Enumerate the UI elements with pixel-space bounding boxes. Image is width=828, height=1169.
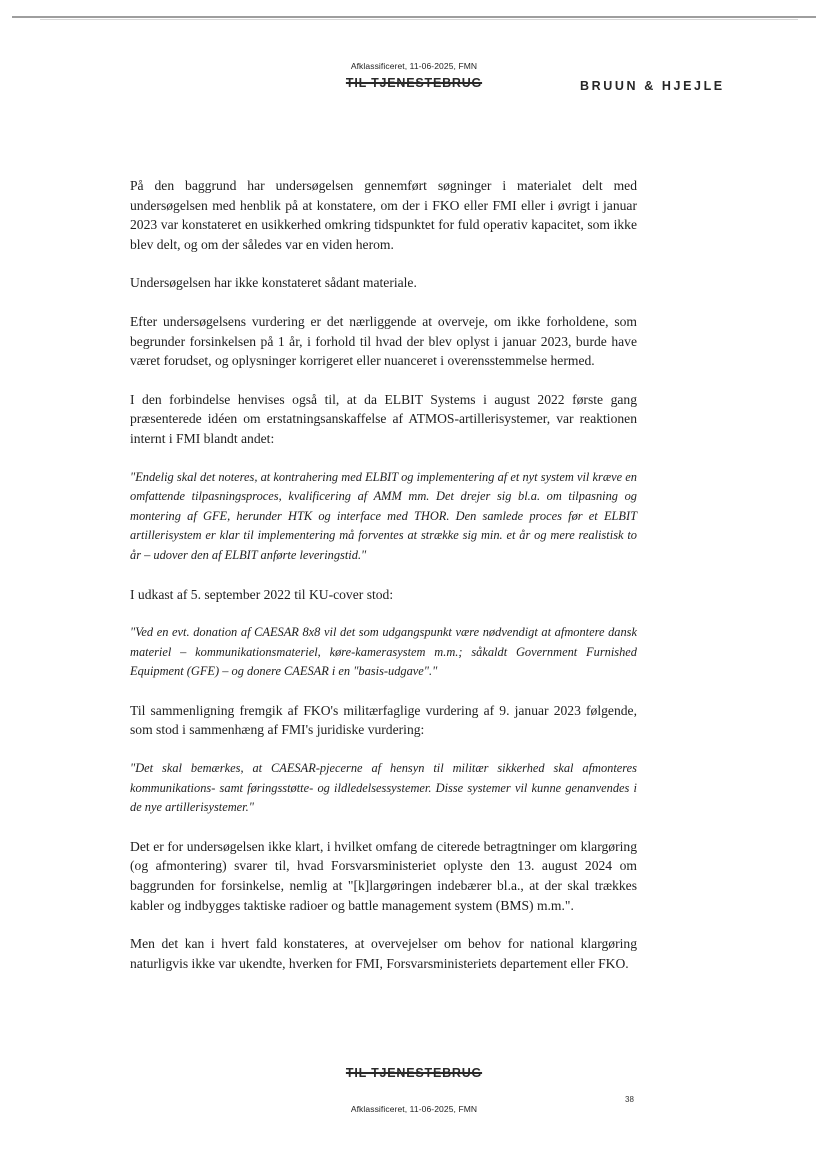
quote-paragraph: "Endelig skal det noteres, at kontrahering med ELBIT og implementering af et nyt system vil kræve en omfattende tilpasningsproces, kvalificering af AMM mm. Det drejer sig bl.a. om tilpasning og montering af GFE, herunder HTK og interface med THOR. Den samlede proces før et ELBIT artillerisystem er klar til implementering må forventes at strække sig min. et år og mere realistisk to år – udover den af ELBIT anførte leveringstid." bbox=[130, 469, 637, 562]
company-logo: BRUUN & HJEJLE bbox=[580, 79, 725, 93]
page-number: 38 bbox=[625, 1095, 634, 1104]
quote-paragraph: "Ved en evt. donation af CAESAR 8x8 vil det som udgangspunkt være nødvendigt at afmontere dansk materiel – kommunikationsmateriel, køre-kamerasystem m.m.; såkaldt Government Furnished Equipment (GFE) – og donere CAESAR i en "basis-udgave"." bbox=[130, 625, 637, 679]
document-body bbox=[130, 176, 637, 992]
declassification-stamp-top: Afklassificeret, 11-06-2025, FMN bbox=[350, 61, 478, 71]
classification-marking-top: TIL TJENESTEBRUG bbox=[345, 76, 483, 90]
paragraph: Men det kan i hvert fald konstateres, at overvejelser om behov for national klargøring naturligvis ikke var ukendte, hverken for FMI, Forsvarsministeriets departement eller FKO. bbox=[130, 936, 637, 971]
scan-edge-line bbox=[12, 16, 816, 18]
paragraph: Til sammenligning fremgik af FKO's militærfaglige vurdering af 9. januar 2023 følgende, som stod i sammenhæng af FMI's juridiske vurdering: bbox=[130, 702, 637, 738]
paragraph: Det er for undersøgelsen ikke klart, i hvilket omfang de citerede betragtninger om klargøring (og afmontering) svarer til, hvad Forsvarsministeriet oplyste den 13. august 2024 om baggrunden for forsinkelse, nemlig at "[k]largøringen indebærer bl.a., at der skal trækkes kabler og indbygges taktiske radioer og battle management system (BMS) m.m.". bbox=[130, 838, 637, 913]
declassification-stamp-bottom: Afklassificeret, 11-06-2025, FMN bbox=[350, 1104, 478, 1114]
scan-edge-line bbox=[40, 19, 798, 20]
classification-marking-bottom: TIL TJENESTEBRUG bbox=[345, 1066, 483, 1080]
paragraph: Undersøgelsen har ikke konstateret sådant materiale. bbox=[130, 275, 417, 291]
quote-paragraph: "Det skal bemærkes, at CAESAR-pjecerne af hensyn til militær sikkerhed skal afmonteres kommunikations- samt føringsstøtte- og ildledelsessystemer. Disse systemer vil kunne genanvendes i de nye artillerisystemer." bbox=[130, 761, 637, 815]
paragraph: Efter undersøgelsens vurdering er det nærliggende at overveje, om ikke forholdene, som begrunder forsinkelsen på 1 år, i forhold til hvad der blev oplyst i januar 2023, burde have været forudset, og oplysninger korrigeret eller nuanceret i overensstemmelse hermed. bbox=[130, 313, 637, 369]
paragraph: På den baggrund har undersøgelsen gennemført søgninger i materialet delt med undersøgelsen med henblik på at konstatere, om der i FKO eller FMI eller i øvrigt i januar 2023 var konstateret en usikkerhed omkring tidspunktet for fuld operativ kapacitet, som ikke blev delt, og om der således var en viden herom. bbox=[130, 178, 637, 252]
paragraph: I udkast af 5. september 2022 til KU-cover stod: bbox=[130, 586, 394, 602]
paragraph: I den forbindelse henvises også til, at da ELBIT Systems i august 2022 første gang præsenterede idéen om erstatningsanskaffelse af ATMOS-artillerisystemer, var reaktionen internt i FMI blandt andet: bbox=[130, 391, 637, 446]
